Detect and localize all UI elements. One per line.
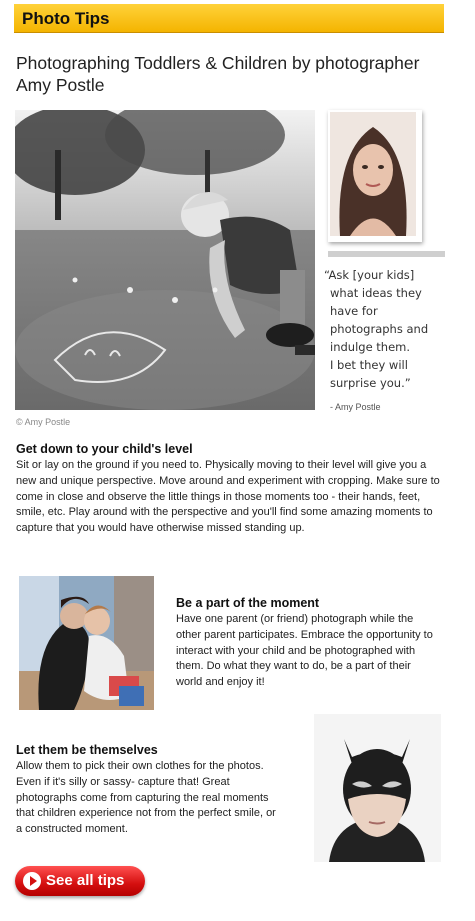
quote-line: what ideas they (330, 286, 422, 300)
quote-line: indulge them. (330, 340, 411, 354)
parent-child-photo (19, 576, 154, 710)
page-title: Photographing Toddlers & Children by photographer Amy Postle (16, 53, 420, 95)
hero-photo (15, 110, 315, 410)
section-heading: Get down to your child's level (16, 442, 193, 456)
see-all-tips-button[interactable] (15, 866, 145, 896)
section-heading: Let them be themselves (16, 743, 158, 757)
photographer-portrait (328, 110, 422, 242)
section-body: Allow them to pick their own clothes for the photos. Even if it's silly or sassy- capture that! Great photographs come from capturing the real moments that children experience not from the perfect smile, or a constructed moment. (16, 760, 276, 836)
quote-line: surprise you.” (330, 376, 411, 390)
batman-child-photo (314, 714, 441, 862)
section-heading: Be a part of the moment (176, 596, 320, 610)
quote-author: - Amy Postle (330, 402, 381, 412)
quote-line: “Ask [your kids] (324, 268, 415, 282)
header-bar (14, 4, 444, 33)
quote-line: have for (330, 304, 378, 318)
section-body: Have one parent (or friend) photograph while the other parent participates. Embrace the opportunity to interact with your child and be photographed with them. Do what they want to do, be a part of their world and enjoy it! (176, 613, 433, 689)
section-body: Sit or lay on the ground if you need to. Physically moving to their level will give you a new and unique perspective. Move around and experiment with cropping. Make sure to come in close and observe the little things in those moments too - their hands, feet, smile, etc. Play around with the perspective and you'll find some amazing moments to capture that you would have otherwise missed standing up. (16, 459, 440, 535)
quote-line: I bet they will (330, 358, 408, 372)
header-title: Photo Tips (22, 9, 110, 28)
quote-line: photographs and (330, 322, 429, 336)
quote-divider (328, 251, 445, 257)
see-all-tips-label: See all tips (46, 872, 125, 889)
photo-credit: © Amy Postle (16, 417, 71, 427)
pull-quote (324, 266, 442, 392)
play-circle-icon (23, 872, 41, 890)
